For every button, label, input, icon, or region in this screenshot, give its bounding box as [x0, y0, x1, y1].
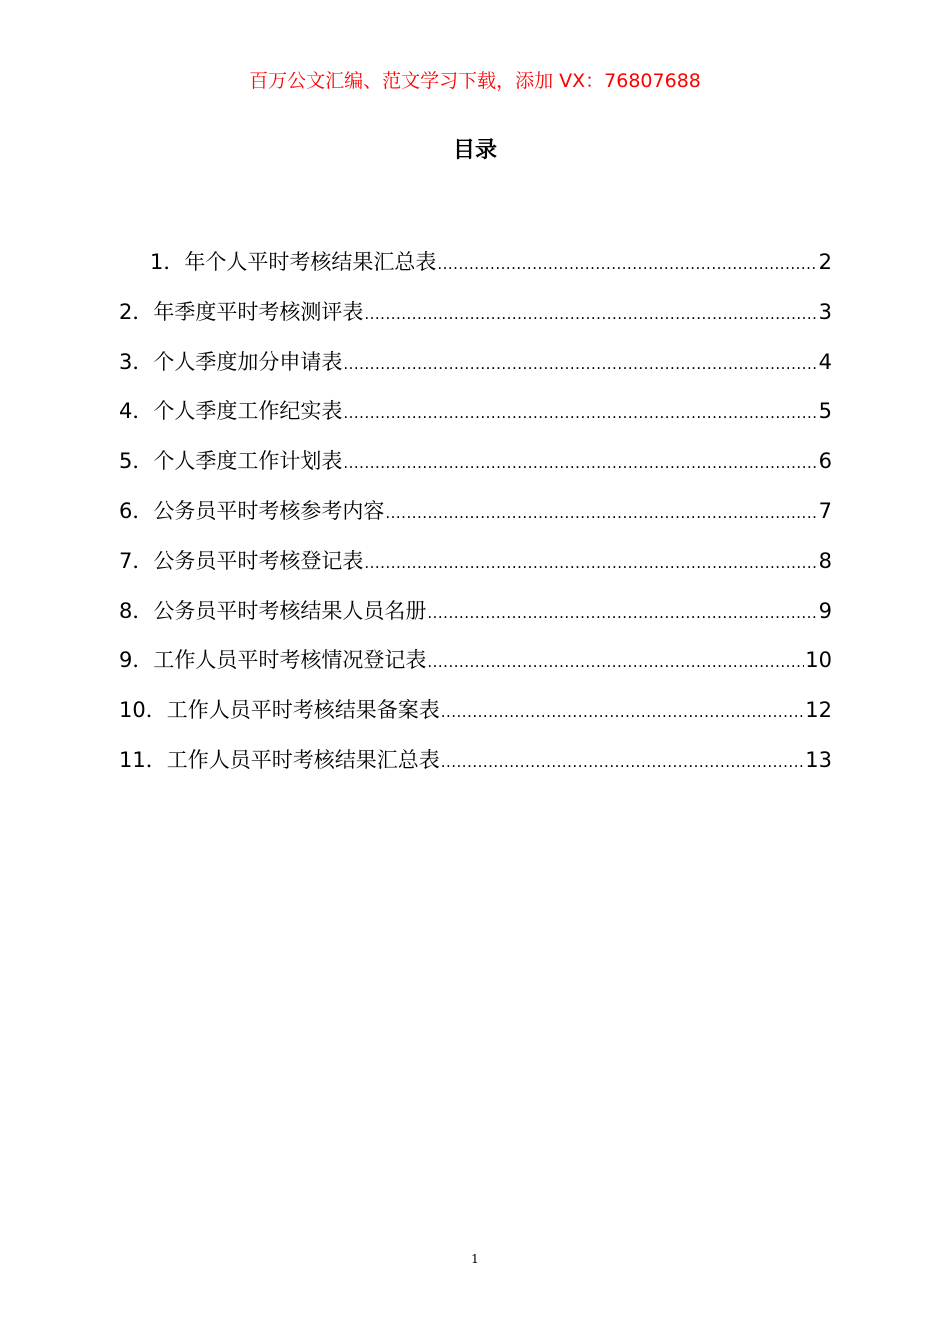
toc-entry-number: 3．	[119, 349, 154, 374]
toc-entry[interactable]	[119, 692, 832, 742]
toc-entry-page: 9	[818, 598, 832, 623]
toc-dot-leader	[364, 545, 817, 581]
toc-entry-page: 5	[818, 399, 832, 424]
toc-entry[interactable]	[119, 443, 832, 493]
toc-entry[interactable]	[119, 543, 832, 593]
toc-entry-number: 9．	[119, 648, 154, 673]
toc-entry-number: 11．	[119, 747, 167, 772]
toc-entry-page: 3	[818, 299, 832, 324]
toc-entry-page: 8	[818, 548, 832, 573]
toc-dot-leader	[441, 694, 805, 730]
toc-dot-leader	[343, 346, 817, 382]
toc-dot-leader	[437, 246, 817, 282]
toc-entry-page: 2	[818, 250, 832, 274]
toc-entry-number: 7．	[119, 548, 154, 573]
toc-entry[interactable]	[119, 642, 832, 692]
toc-entry-page: 4	[818, 349, 832, 374]
toc-dot-leader	[427, 644, 804, 680]
toc-entry-number: 2．	[119, 299, 154, 324]
toc-entry[interactable]	[119, 244, 832, 294]
toc-dot-leader	[343, 445, 817, 481]
toc-entry-page: 6	[818, 449, 832, 474]
toc-entry-title: 工作人员平时考核情况登记表	[153, 648, 427, 673]
toc-list	[119, 244, 832, 792]
toc-entry-page: 12	[805, 698, 832, 723]
toc-entry-title: 个人季度工作计划表	[153, 449, 343, 474]
toc-entry-number: 6．	[119, 498, 154, 523]
toc-entry-title: 年个人平时考核结果汇总表	[184, 250, 437, 274]
toc-entry-number: 10．	[119, 698, 167, 723]
toc-entry-number: 4．	[119, 399, 154, 424]
toc-entry-title: 公务员平时考核参考内容	[153, 498, 385, 523]
toc-entry[interactable]	[119, 593, 832, 643]
page-number: 1	[471, 1252, 479, 1266]
toc-entry[interactable]	[119, 294, 832, 344]
toc-entry[interactable]	[119, 742, 832, 792]
toc-entry-page: 7	[818, 498, 832, 523]
toc-entry-title: 个人季度加分申请表	[153, 349, 343, 374]
toc-entry-title: 工作人员平时考核结果汇总表	[166, 747, 440, 772]
toc-dot-leader	[385, 495, 817, 531]
toc-dot-leader	[427, 595, 817, 631]
toc-entry-title: 公务员平时考核登记表	[153, 548, 364, 573]
toc-dot-leader	[343, 395, 817, 431]
header-contact-note: 百万公文汇编、范文学习下载，添加 VX：76807688	[249, 70, 701, 92]
toc-dot-leader	[441, 744, 805, 780]
toc-entry-page: 10	[805, 648, 832, 673]
toc-entry-number: 1．	[150, 250, 185, 274]
toc-entry[interactable]	[119, 393, 832, 443]
toc-dot-leader	[364, 296, 817, 332]
toc-entry-number: 5．	[119, 449, 154, 474]
toc-entry-title: 年季度平时考核测评表	[153, 299, 364, 324]
toc-title: 目录	[452, 138, 497, 163]
toc-entry-title: 公务员平时考核结果人员名册	[153, 598, 427, 623]
toc-entry[interactable]	[119, 493, 832, 543]
toc-entry-title: 工作人员平时考核结果备案表	[166, 698, 440, 723]
toc-entry-number: 8．	[119, 598, 154, 623]
toc-entry-page: 13	[805, 747, 832, 772]
toc-entry[interactable]	[119, 344, 832, 394]
toc-entry-title: 个人季度工作纪实表	[153, 399, 343, 424]
